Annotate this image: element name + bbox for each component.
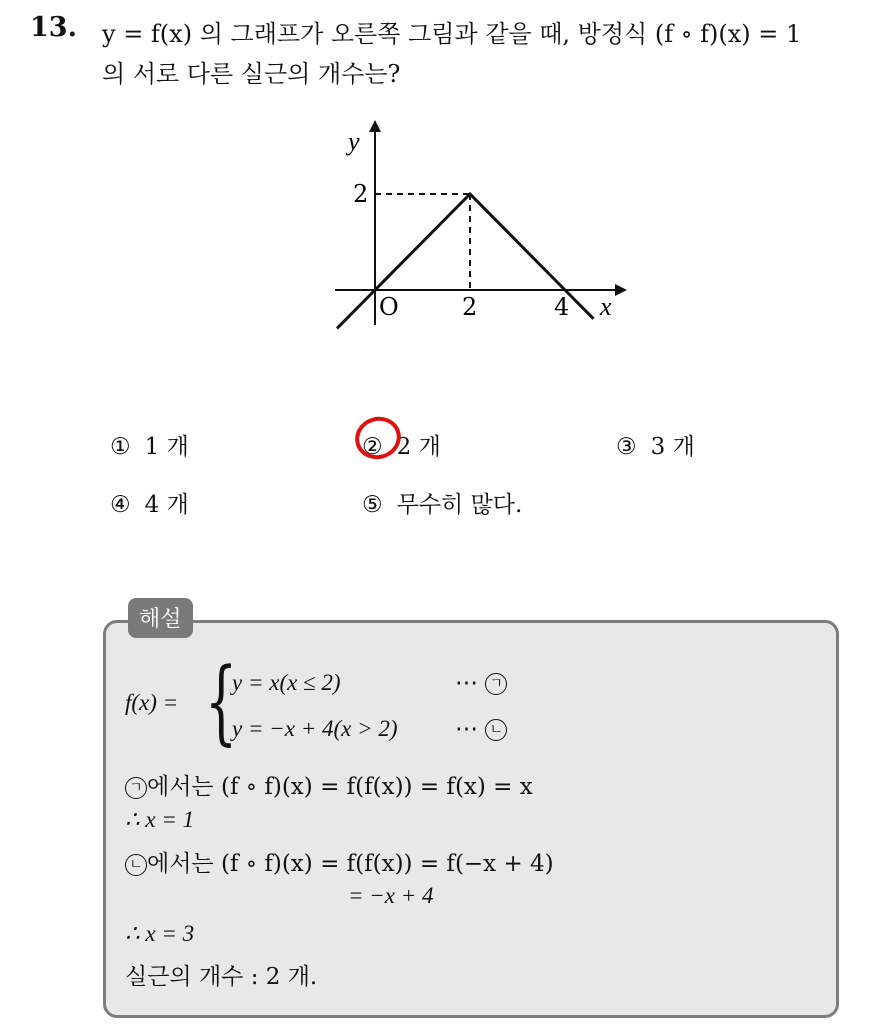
question-number: 13. [30, 12, 77, 43]
question-line-1: y = f(x) 의 그래프가 오른쪽 그림과 같을 때, 방정식 (f ∘ f)(x) = 1 [102, 20, 802, 48]
function-graph [320, 110, 640, 340]
choice-1-number: ① [110, 434, 131, 460]
line-3-text: 에서는 (f ∘ f)(x) = f(f(x)) = f(x) = x [147, 774, 533, 800]
choice-5-text: 무수히 많다. [396, 492, 523, 518]
y-axis-label: y [348, 127, 360, 156]
choice-3-number: ③ [616, 434, 637, 460]
case-1-dots: ⋯ [455, 670, 478, 696]
x-axis-arrow [615, 284, 627, 296]
y-tick-label: 2 [353, 180, 369, 208]
choice-1[interactable] [110, 428, 189, 461]
choice-3[interactable] [616, 428, 695, 461]
choice-1-text: 1 개 [144, 434, 189, 460]
choice-2-text: 2 개 [396, 434, 441, 460]
piecewise-case-2: y = −x + 4(x > 2) [232, 716, 398, 741]
choice-4[interactable] [110, 486, 189, 519]
choice-5[interactable] [362, 486, 522, 519]
solution-tag: 해설 [128, 598, 193, 638]
line-5-text: 에서는 (f ∘ f)(x) = f(f(x)) = f(−x + 4) [147, 851, 554, 877]
case-1-reference [455, 670, 507, 696]
case-2-symbol: ㄴ [485, 719, 507, 741]
x-tick-label-2: 2 [462, 293, 478, 321]
solution-line-3 [125, 768, 533, 801]
solution-line-4: ∴ x = 1 [125, 807, 195, 832]
piecewise-case-1: y = x(x ≤ 2) [232, 670, 341, 695]
origin-label: O [379, 293, 399, 321]
choice-3-text: 3 개 [650, 434, 695, 460]
case-2-dots: ⋯ [455, 716, 478, 742]
question-line-2: 의 서로 다른 실근의 개수는? [102, 60, 401, 88]
solution-line-7: ∴ x = 3 [125, 921, 195, 946]
choice-2-number: ② [362, 434, 383, 460]
case-1-symbol: ㄱ [485, 673, 507, 695]
x-tick-label-4: 4 [554, 293, 570, 321]
piecewise-lhs: f(x) = [125, 690, 179, 715]
piecewise-brace: { [205, 648, 238, 755]
choice-5-number: ⑤ [362, 492, 383, 518]
case-2-reference [455, 716, 507, 742]
y-axis-arrow [369, 120, 381, 132]
line-5-symbol: ㄴ [125, 854, 147, 876]
solution-line-5 [125, 845, 554, 878]
choice-4-text: 4 개 [144, 492, 189, 518]
solution-line-6: = −x + 4 [348, 883, 434, 908]
line-3-symbol: ㄱ [125, 777, 147, 799]
solution-line-8: 실근의 개수 : 2 개. [125, 964, 318, 990]
choice-4-number: ④ [110, 492, 131, 518]
x-axis-label: x [600, 292, 612, 321]
